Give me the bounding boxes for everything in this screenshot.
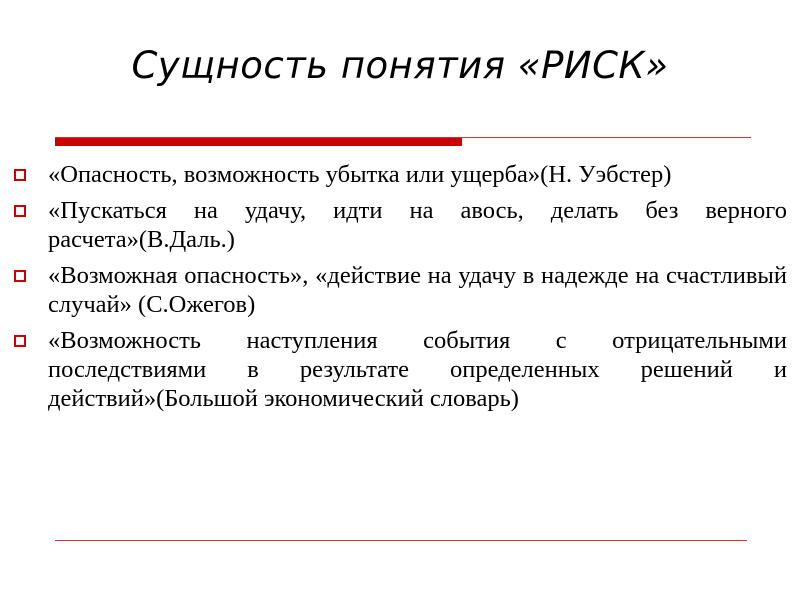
- bullet-text: «Возможность наступления события с отрицательными последствиями в результате определенных решений и действий»(Большой экономический словарь): [48, 327, 787, 412]
- slide-title: Сущность понятия «РИСК»: [131, 44, 669, 87]
- hollow-square-icon: [14, 335, 26, 347]
- bullet-list: [12, 160, 787, 420]
- bullet-item: [12, 261, 787, 319]
- hollow-square-icon: [14, 270, 26, 282]
- hollow-square-icon: [14, 169, 26, 181]
- bullet-text: «Возможная опасность», «действие на удачу в надежде на счастливый случай» (С.Ожегов): [48, 262, 787, 318]
- bullet-item: [12, 160, 787, 189]
- title-underline-thick: [55, 138, 462, 146]
- bullet-text: «Пускаться на удачу, идти на авось, делать без верного расчета»(В.Даль.): [48, 197, 787, 253]
- bullet-item: [12, 326, 787, 413]
- footer-rule: [55, 540, 747, 541]
- hollow-square-icon: [14, 205, 26, 217]
- bullet-text: «Опасность, возможность убытка или ущерба»(Н. Уэбстер): [48, 161, 672, 188]
- bullet-item: [12, 196, 787, 254]
